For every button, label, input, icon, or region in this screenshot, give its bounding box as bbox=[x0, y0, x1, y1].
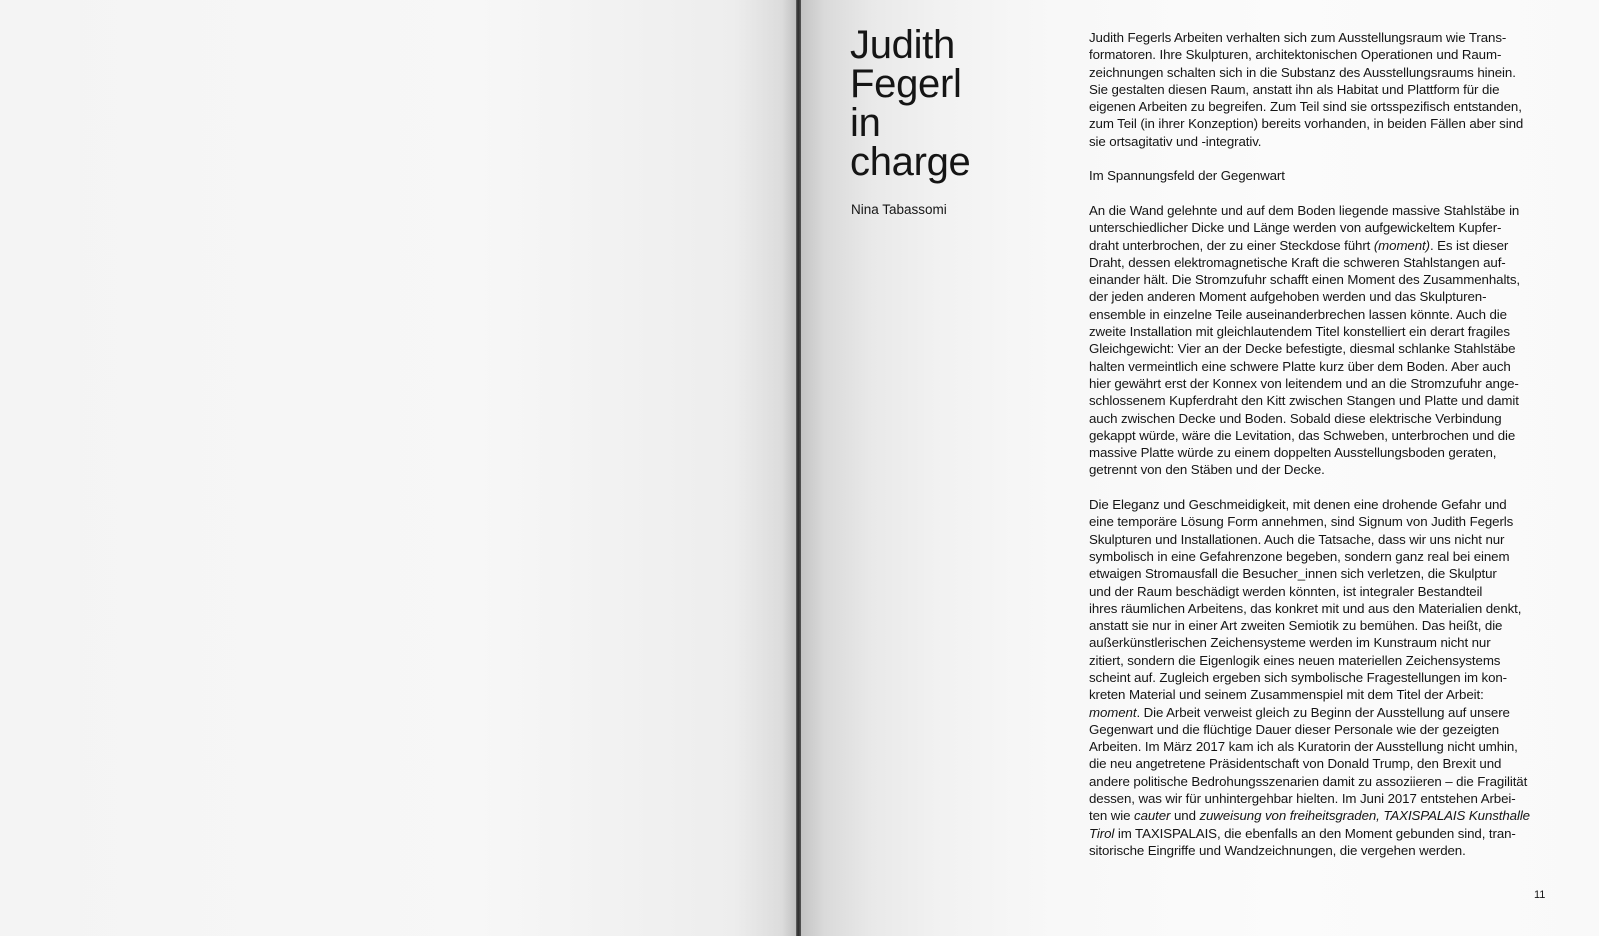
body-line: andere politische Bedrohungsszenarien damit zu assoziieren – die Fragilität bbox=[1089, 773, 1528, 789]
body-line: Arbeiten. Im März 2017 kam ich als Kuratorin der Ausstellung nicht umhin, bbox=[1089, 739, 1518, 755]
body-line: scheint auf. Zugleich ergeben sich symbolische Fragestellungen im kon- bbox=[1089, 669, 1507, 685]
paragraph-gap bbox=[1089, 185, 1549, 202]
body-line: ensemble in einzelne Teile auseinanderbrechen lassen könnte. Auch die bbox=[1089, 306, 1507, 322]
body-line: ihres räumlichen Arbeitens, das konkret mit und aus den Materialien denkt, bbox=[1089, 600, 1522, 616]
body-line: ten wie cauter und zuweisung von freiheitsgraden, TAXISPALAIS Kunsthalle bbox=[1089, 808, 1530, 824]
body-line: eigenen Arbeiten zu begreifen. Zum Teil sind sie ortsspezifisch entstanden, bbox=[1089, 99, 1522, 115]
body-line: zeichnungen schalten sich in die Substanz des Ausstellungsraums hinein. bbox=[1089, 64, 1516, 80]
body-line: Tirol im TAXISPALAIS, die ebenfalls an den Moment gebunden sind, tran- bbox=[1089, 825, 1516, 841]
title-line: in bbox=[850, 101, 881, 145]
article-title bbox=[850, 23, 971, 184]
body-line: schlossenem Kupferdraht den Kitt zwischen Stangen und Platte und damit bbox=[1089, 393, 1519, 409]
body-line: der jeden anderen Moment aufgehoben werden und das Skulpturen- bbox=[1089, 289, 1487, 305]
body-line: anstatt sie nur in einer Art zweiten Semiotik zu bemühen. Das heißt, die bbox=[1089, 618, 1503, 634]
title-line: Fegerl bbox=[850, 62, 962, 106]
body-line: sie ortsagitativ und -integrativ. bbox=[1089, 133, 1262, 149]
body-line: Gleichgewicht: Vier an der Decke befestigte, diesmal schlanke Stahlstäbe bbox=[1089, 341, 1516, 357]
title-line: Judith bbox=[850, 23, 955, 67]
body-line: moment. Die Arbeit verweist gleich zu Beginn der Ausstellung auf unsere bbox=[1089, 704, 1510, 720]
paragraph-gap bbox=[1089, 150, 1549, 167]
body-line: die neu angetretene Präsidentschaft von Donald Trump, den Brexit und bbox=[1089, 756, 1502, 772]
body-line: zitiert, sondern die Eigenlogik eines neuen materiellen Zeichensystems bbox=[1089, 652, 1501, 668]
body-line: und der Raum beschädigt werden könnten, ist integraler Bestandteil bbox=[1089, 583, 1483, 599]
body-line: getrennt von den Stäben und der Decke. bbox=[1089, 462, 1325, 478]
body-line: An die Wand gelehnte und auf dem Boden liegende massive Stahlstäbe in bbox=[1089, 202, 1520, 218]
body-line: gekappt würde, wäre die Levitation, das Schweben, unterbrochen und die bbox=[1089, 427, 1516, 443]
left-page-blank bbox=[0, 0, 798, 936]
body-line: außerkünstlerischen Zeichensysteme werden im Kunstraum nicht nur bbox=[1089, 635, 1491, 651]
body-line: auch zwischen Decke und Boden. Sobald diese elektrische Verbindung bbox=[1089, 410, 1502, 426]
body-line: symbolisch in eine Gefahrenzone begeben, sondern ganz real bei einem bbox=[1089, 548, 1510, 564]
body-line: halten vermeintlich eine schwere Platte kurz über dem Boden. Aber auch bbox=[1089, 358, 1511, 374]
body-line: Die Eleganz und Geschmeidigkeit, mit denen eine drohende Gefahr und bbox=[1089, 497, 1507, 513]
article-body bbox=[1089, 29, 1549, 859]
body-line: Draht, dessen elektromagnetische Kraft die schweren Stahlstangen auf- bbox=[1089, 254, 1506, 270]
body-line: dessen, was wir für unhintergehbar hielten. Im Juni 2017 entstehen Arbei- bbox=[1089, 791, 1516, 807]
body-line: Im Spannungsfeld der Gegenwart bbox=[1089, 168, 1285, 184]
body-line: unterschiedlicher Dicke und Länge werden von aufgewickeltem Kupfer- bbox=[1089, 220, 1502, 236]
body-line: Judith Fegerls Arbeiten verhalten sich zum Ausstellungsraum wie Trans- bbox=[1089, 30, 1507, 45]
body-line: zum Teil (in ihrer Konzeption) bereits vorhanden, in beiden Fällen aber sind bbox=[1089, 116, 1524, 132]
body-line: massive Platte würde zu einem doppelten Ausstellungsboden geraten, bbox=[1089, 445, 1497, 461]
body-line: kreten Material und seinem Zusammenspiel mit dem Titel der Arbeit: bbox=[1089, 687, 1484, 703]
body-line: draht unterbrochen, der zu einer Steckdose führt (moment). Es ist dieser bbox=[1089, 237, 1509, 253]
paragraph-gap bbox=[1089, 479, 1549, 496]
body-line: hier gewährt erst der Konnex von leitendem und an die Stromzufuhr ange- bbox=[1089, 375, 1519, 391]
body-line: sitorische Eingriffe und Wandzeichnungen, die vergehen werden. bbox=[1089, 842, 1466, 858]
page-number: 11 bbox=[1534, 889, 1546, 901]
body-line: eine temporäre Lösung Form annehmen, sind Signum von Judith Fegerls bbox=[1089, 514, 1514, 530]
body-line: formatoren. Ihre Skulpturen, architektonischen Operationen und Raum- bbox=[1089, 47, 1502, 63]
author-name: Nina Tabassomi bbox=[851, 202, 947, 217]
title-line: charge bbox=[850, 140, 971, 184]
body-line: etwaigen Stromausfall die Besucher_innen sich verletzen, die Skulptur bbox=[1089, 566, 1497, 582]
body-line: Skulpturen und Installationen. Auch die Tatsache, dass wir uns nicht nur bbox=[1089, 531, 1505, 547]
body-line: zweite Installation mit gleichlautendem Titel konstelliert ein derart fragiles bbox=[1089, 324, 1510, 340]
body-line: Sie gestalten diesen Raum, anstatt ihn als Habitat und Plattform für die bbox=[1089, 81, 1500, 97]
body-line: einander hält. Die Stromzufuhr schafft einen Moment des Zusammenhalts, bbox=[1089, 272, 1521, 288]
body-line: Gegenwart und die flüchtige Dauer dieser Personale wie der gezeigten bbox=[1089, 721, 1500, 737]
